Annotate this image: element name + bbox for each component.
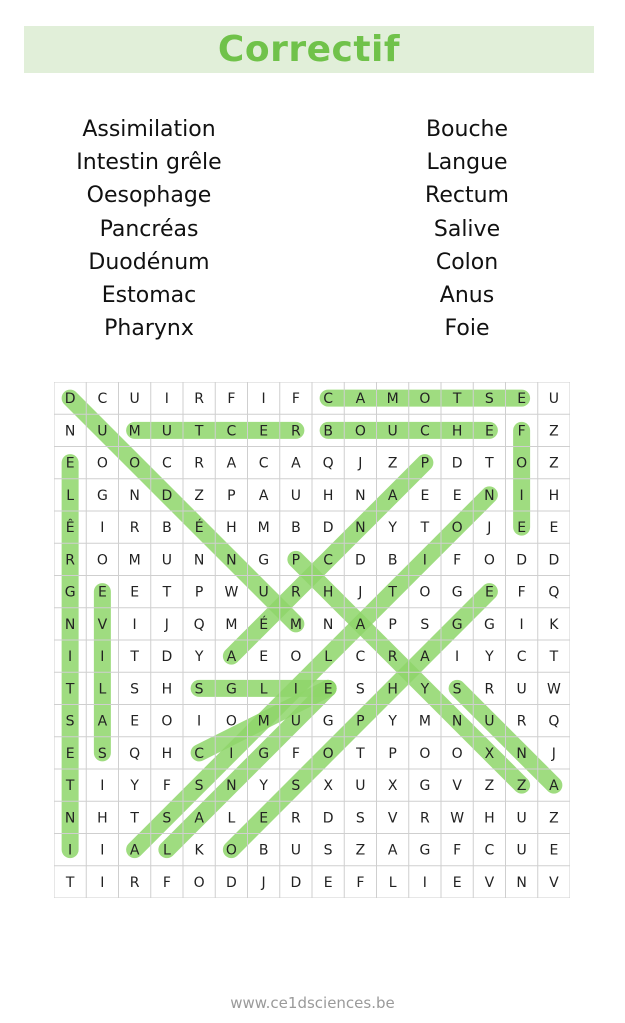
grid-letter: R (516, 713, 527, 730)
word-item: Salive (433, 216, 501, 242)
grid-letter: C (355, 649, 366, 666)
grid-letter: I (519, 487, 524, 504)
grid-letter: Y (485, 649, 494, 666)
grid-letter: O (516, 455, 528, 472)
grid-letter: R (420, 810, 430, 827)
word-item: Langue (426, 150, 508, 176)
word-item: Colon (435, 249, 499, 275)
grid-letter: F (517, 423, 526, 440)
grid-letter: I (100, 874, 105, 891)
grid-letter: R (194, 455, 204, 472)
grid-letter: N (226, 778, 237, 795)
grid-letter: N (484, 487, 495, 504)
grid-letter: L (259, 681, 268, 698)
grid-letter: T (549, 649, 559, 666)
grid-letter: L (388, 874, 397, 891)
grid-letter: E (130, 584, 140, 601)
grid-letter: E (549, 520, 559, 537)
grid-letter: H (161, 681, 173, 698)
grid-letter: W (224, 584, 239, 601)
grid-letter: H (226, 520, 237, 537)
grid-letter: D (290, 874, 302, 891)
grid-letter: U (548, 391, 559, 408)
grid-letter: F (453, 842, 462, 859)
grid-letter: L (162, 842, 171, 859)
grid-letter: I (519, 616, 524, 633)
grid-letter: M (257, 713, 270, 730)
grid-letter: R (65, 552, 75, 569)
grid-letter: A (97, 713, 108, 730)
grid-letter: V (549, 874, 559, 891)
grid-letter: U (387, 423, 398, 440)
grid-letter: X (323, 778, 333, 795)
grid-letter: Z (484, 778, 495, 795)
grid-letter: D (225, 874, 237, 891)
grid-letter: L (227, 810, 236, 827)
grid-letter: E (452, 874, 462, 891)
grid-letter: P (420, 455, 430, 472)
word-search-svg (54, 382, 570, 898)
grid-letter: O (419, 584, 431, 601)
word-item: Intestin grêle (76, 150, 222, 176)
grid-letter: A (226, 649, 237, 666)
grid-letter: I (197, 713, 202, 730)
grid-letter: Q (548, 584, 560, 601)
grid-letter: E (420, 487, 430, 504)
grid-letter: S (355, 810, 365, 827)
grid-letter: N (355, 487, 366, 504)
grid-letter: J (261, 874, 266, 891)
grid-letter: E (452, 487, 462, 504)
grid-letter: F (291, 745, 300, 762)
grid-letter: F (162, 874, 171, 891)
grid-letter: U (161, 552, 172, 569)
grid-letter: S (452, 681, 462, 698)
footer-url: www.ce1dsciences.be (230, 994, 395, 1012)
grid-letter: U (355, 778, 366, 795)
grid-letter: U (290, 713, 301, 730)
grid-letter: N (516, 745, 527, 762)
grid-letter: E (97, 584, 107, 601)
word-list-left (24, 113, 274, 345)
grid-letter: K (194, 842, 204, 859)
grid-letter: E (484, 423, 494, 440)
grid-letter: E (130, 713, 140, 730)
grid-letter: F (517, 584, 526, 601)
word-item: Estomac (101, 282, 197, 308)
grid-letter: T (65, 874, 75, 891)
grid-letter: N (64, 616, 76, 633)
letters-layer (65, 391, 561, 891)
grid-letter: E (484, 584, 494, 601)
grid-letter: Z (516, 778, 527, 795)
grid-letter: Y (388, 713, 397, 730)
grid-letter: S (420, 616, 430, 633)
grid-letter: I (132, 616, 137, 633)
grid-letter: Z (549, 810, 559, 827)
grid-letter: Z (355, 842, 366, 859)
grid-letter: D (64, 391, 76, 408)
grid-letter: E (259, 649, 269, 666)
word-item: Assimilation (82, 117, 216, 142)
grid-letter: J (164, 616, 169, 633)
grid-letter: L (98, 681, 107, 698)
grid-letter: B (162, 520, 172, 537)
grid-letter: F (453, 552, 462, 569)
grid-letter: M (225, 616, 238, 633)
grid-letter: Y (130, 778, 139, 795)
grid-letter: T (130, 649, 139, 666)
grid-letter: G (419, 778, 431, 795)
grid-letter: É (194, 520, 204, 537)
grid-letter: O (483, 552, 495, 569)
grid-letter: Y (259, 778, 268, 795)
grid-letter: U (290, 487, 301, 504)
grid-letter: B (323, 423, 333, 440)
grid-letter: U (290, 842, 301, 859)
grid-letter: É (259, 616, 269, 633)
grid-letter: H (548, 487, 560, 504)
grid-letter: N (516, 874, 527, 891)
grid-letter: S (130, 681, 140, 698)
grid-letter: W (546, 681, 561, 698)
grid-letter: T (452, 391, 462, 408)
grid-letter: A (420, 649, 430, 666)
grid-letter: P (227, 487, 236, 504)
grid-letter: E (259, 423, 269, 440)
grid-letter: G (451, 584, 463, 601)
grid-letter: O (161, 713, 173, 730)
grid-letter: C (419, 423, 430, 440)
grid-letter: O (451, 745, 463, 762)
grid-letter: O (419, 745, 431, 762)
grid-letter: G (96, 487, 108, 504)
grid-letter: Z (549, 455, 559, 472)
grid-letter: P (388, 745, 397, 762)
grid-letter: I (229, 745, 234, 762)
grid-letter: H (322, 487, 334, 504)
grid-letter: G (258, 552, 270, 569)
grid-letter: B (258, 842, 269, 859)
grid-letter: J (358, 455, 363, 472)
grid-letter: P (388, 616, 397, 633)
grid-letter: X (484, 745, 495, 762)
grid-letter: Q (548, 713, 560, 730)
grid-letter: S (97, 745, 107, 762)
grid-letter: E (517, 391, 527, 408)
grid-letter: H (387, 681, 398, 698)
grid-letter: E (65, 745, 75, 762)
grid-letter: O (96, 455, 108, 472)
grid-letter: T (356, 745, 365, 762)
grid-letter: T (130, 810, 139, 827)
grid-letter: H (451, 423, 463, 440)
word-item: Duodénum (88, 249, 210, 275)
grid-letter: O (193, 874, 205, 891)
grid-letter: A (355, 391, 366, 408)
grid-letter: U (97, 423, 108, 440)
grid-letter: O (129, 455, 141, 472)
grid-letter: C (161, 455, 172, 472)
grid-letter: C (226, 423, 237, 440)
grid-letter: N (322, 616, 334, 633)
grid-letter: L (324, 649, 333, 666)
grid-letter: K (549, 616, 559, 633)
grid-letter: D (516, 552, 528, 569)
grid-letter: R (484, 681, 495, 698)
grid-letter: C (484, 842, 495, 859)
grid-letter: R (129, 520, 140, 537)
grid-letter: M (386, 391, 399, 408)
grid-letter: V (452, 778, 462, 795)
grid-letter: I (455, 649, 460, 666)
grid-letter: Y (420, 681, 430, 698)
grid-letter: U (516, 681, 527, 698)
grid-letter: V (484, 874, 495, 891)
grid-letter: R (291, 584, 301, 601)
grid-letter: I (100, 778, 105, 795)
grid-letter: T (194, 423, 204, 440)
grid-letter: Z (194, 487, 204, 504)
grid-letter: G (483, 616, 495, 633)
grid-letter: A (129, 842, 140, 859)
grid-letter: A (226, 455, 237, 472)
grid-letter: J (487, 520, 492, 537)
word-item: Rectum (425, 183, 509, 209)
word-item: Oesophage (86, 183, 212, 209)
grid-letter: G (451, 616, 463, 633)
grid-letter: G (322, 713, 334, 730)
grid-letter: V (97, 616, 108, 633)
grid-letter: S (162, 810, 172, 827)
grid-letter: N (64, 423, 76, 440)
page-title: Correctif (217, 29, 401, 70)
grid-letter: Q (322, 455, 334, 472)
grid-letter: P (194, 584, 204, 601)
grid-letter: U (516, 842, 527, 859)
word-item: Pancréas (99, 216, 199, 242)
grid-letter: W (450, 810, 465, 827)
grid-letter: R (129, 874, 140, 891)
grid-letter: J (551, 745, 556, 762)
grid-letter: U (129, 391, 140, 408)
word-item: Anus (439, 282, 495, 308)
grid-letter: E (323, 874, 333, 891)
grid-letter: C (516, 649, 527, 666)
grid-letter: C (258, 455, 269, 472)
grid-letter: N (64, 810, 76, 827)
grid-letter: C (323, 552, 334, 569)
grid-letter: G (225, 681, 237, 698)
grid-letter: I (422, 874, 427, 891)
grid-letter: O (451, 520, 463, 537)
grid-letter: S (194, 681, 204, 698)
grid-letter: R (194, 391, 204, 408)
grid-letter: B (387, 552, 398, 569)
grid-letter: S (65, 713, 75, 730)
grid-letter: A (291, 455, 301, 472)
grid-letter: H (322, 584, 334, 601)
grid-letter: E (259, 810, 269, 827)
grid-letter: F (227, 391, 236, 408)
grid-letter: H (484, 810, 495, 827)
grid-letter: L (66, 487, 75, 504)
word-list-right (342, 113, 592, 345)
word-item: Bouche (425, 117, 509, 142)
grid-letter: F (356, 874, 365, 891)
grid-letter: T (162, 584, 172, 601)
grid-letter: H (161, 745, 173, 762)
grid-letter: H (97, 810, 108, 827)
grid-letter: T (420, 520, 430, 537)
grid-letter: X (387, 778, 398, 795)
grid-letter: D (161, 649, 173, 666)
grid-letter: O (96, 552, 108, 569)
grid-letter: C (97, 391, 108, 408)
grid-letter: I (100, 520, 105, 537)
word-item: Pharynx (104, 316, 194, 342)
grid-letter: A (258, 487, 269, 504)
grid-letter: O (225, 713, 237, 730)
grid-letter: G (258, 745, 270, 762)
grid-letter: D (548, 552, 560, 569)
grid-letter: N (129, 487, 140, 504)
grid-letter: I (293, 681, 298, 698)
grid-letter: S (323, 842, 333, 859)
grid-letter: D (354, 552, 366, 569)
grid-letter: I (68, 842, 73, 859)
grid-letter: S (355, 681, 365, 698)
grid-letter: R (291, 810, 301, 827)
grid-letter: A (549, 778, 559, 795)
grid-letter: E (65, 455, 75, 472)
grid-letter: T (65, 778, 75, 795)
grid-letter: O (354, 423, 366, 440)
title-banner (24, 26, 594, 73)
grid-letter: M (257, 520, 270, 537)
word-item: Foie (444, 316, 490, 342)
grid-letter: I (100, 649, 105, 666)
grid-letter: N (355, 520, 366, 537)
grid-letter: E (323, 681, 333, 698)
grid-letter: F (162, 778, 171, 795)
grid-letter: V (387, 810, 398, 827)
grid-letter: Y (194, 649, 204, 666)
grid-letter: D (322, 810, 334, 827)
grid-letter: P (356, 713, 365, 730)
grid-letter: R (291, 423, 301, 440)
grid-letter: S (484, 391, 494, 408)
grid-letter: N (451, 713, 463, 730)
grid-letter: O (419, 391, 431, 408)
grid-letter: N (226, 552, 237, 569)
grid-letter: S (291, 778, 301, 795)
grid-letter: A (355, 616, 366, 633)
grid-letter: M (128, 552, 141, 569)
grid-letter: Z (549, 423, 559, 440)
grid-letter: I (261, 391, 266, 408)
grid-letter: M (289, 616, 302, 633)
grid-letter: G (419, 842, 431, 859)
grid-letter: U (258, 584, 269, 601)
grid-letter: T (388, 584, 397, 601)
grid-letter: Q (129, 745, 141, 762)
grid-letter: I (100, 842, 105, 859)
grid-letter: R (387, 649, 398, 666)
grid-letter: A (387, 842, 398, 859)
grid-letter: E (549, 842, 559, 859)
grid-letter: O (225, 842, 237, 859)
grid-letter: A (194, 810, 204, 827)
grid-letter: S (194, 778, 204, 795)
grid-letter: D (161, 487, 173, 504)
grid-letter: F (291, 391, 300, 408)
grid-letter: G (64, 584, 76, 601)
grid-letter: Ê (65, 520, 75, 537)
grid-letter: D (322, 520, 334, 537)
grid-letter: I (422, 552, 427, 569)
grid-letter: N (193, 552, 205, 569)
grid-letter: C (194, 745, 205, 762)
grid-letter: Z (387, 455, 398, 472)
grid-letter: I (164, 391, 169, 408)
grid-letter: A (387, 487, 398, 504)
grid-letter: D (451, 455, 463, 472)
grid-letter: P (291, 552, 301, 569)
grid-letter: B (291, 520, 301, 537)
grid-letter: I (68, 649, 73, 666)
grid-letter: T (485, 455, 494, 472)
grid-letter: E (517, 520, 527, 537)
grid-letter: U (161, 423, 172, 440)
grid-letter: T (65, 681, 75, 698)
grid-letter: O (322, 745, 334, 762)
grid-letter: U (516, 810, 527, 827)
grid-letter: M (418, 713, 431, 730)
word-search-grid (54, 382, 570, 898)
grid-letter: O (290, 649, 302, 666)
grid-letter: Q (193, 616, 205, 633)
grid-letter: Y (388, 520, 397, 537)
grid-letter: J (358, 584, 363, 601)
grid-letter: M (128, 423, 141, 440)
grid-letter: C (323, 391, 334, 408)
grid-letter: U (484, 713, 495, 730)
